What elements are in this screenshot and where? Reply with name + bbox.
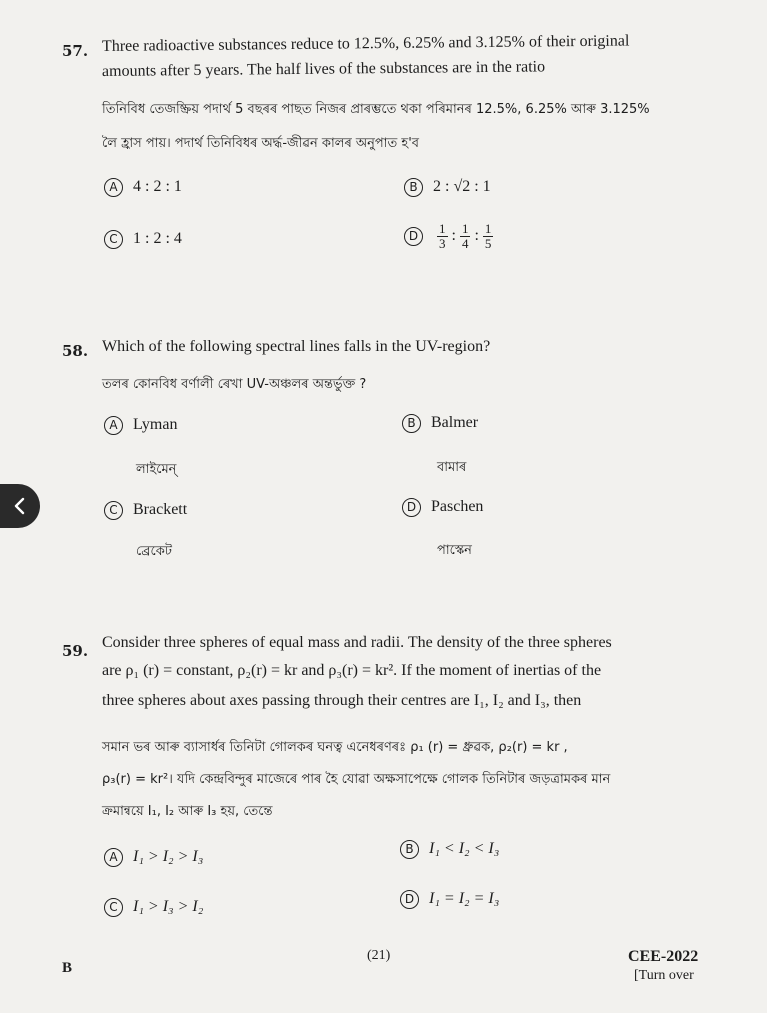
question-59-text-bn-2: ρ₃(r) = kr²। যদি কেন্দ্ৰবিন্দুৰ মাজেৰে পাৰ হৈ যোৱা অক্ষসাপেক্ষে গোলক তিনিটাৰ জড়ত্ৰামকৰ মান [102,772,611,787]
question-59-text-bn-1: সমান ভৰ আৰু ব্যাসাৰ্ধৰ তিনিটা গোলকৰ ঘনত্ব এনেধৰণৰঃ ρ₁ (r) = ধ্ৰুৱক, ρ₂(r) = kr , [102,740,568,755]
q57-option-b[interactable] [404,178,491,197]
q59-option-a[interactable] [104,848,203,867]
option-text: I₁ < I₂ < I₃ [429,840,500,858]
question-57-text-en-2: amounts after 5 years. The half lives of the substances are in the ratio [101,58,546,80]
option-letter-badge: C [104,230,123,249]
question-57-text-bn-2: লৈ হ্ৰাস পায়। পদাৰ্থ তিনিবিধৰ অৰ্দ্ধ-জীৱন কালৰ অনুপাত হ'ব [102,136,420,151]
option-letter-badge: D [400,890,419,909]
option-text: 2 : √2 : 1 [433,178,491,196]
q58-option-c[interactable] [104,501,187,520]
option-text: I₁ = I₂ = I₃ [429,890,500,908]
q58-option-d-bn: পাস্কেন [437,543,472,558]
question-59-number: 59. [62,642,89,660]
option-letter-badge: A [104,416,123,435]
chevron-left-icon [13,497,27,515]
option-letter-badge: C [104,501,123,520]
q58-option-a[interactable] [104,416,177,435]
q59-option-c[interactable] [104,898,203,917]
option-text: I₁ > I₂ > I₃ [133,848,204,866]
q58-option-b[interactable] [402,414,478,433]
question-59-text-bn-3: ক্ৰমান্বয়ে I₁, I₂ আৰু I₃ হয়, তেন্তে [102,804,273,819]
q57-option-c[interactable] [104,230,182,249]
ratio-sep: : [451,227,456,245]
q58-option-c-bn: ব্ৰেকেট [136,544,172,559]
option-letter-badge: B [400,840,419,859]
option-text: Paschen [431,498,484,516]
option-text: Balmer [431,414,479,432]
question-59-text-en-2: are ρ₁ (r) = constant, ρ₂(r) = kr and ρ₃(r) = kr². If the moment of inertias of the [102,662,602,679]
q58-option-a-bn: লাইমেন্ [136,462,177,477]
q57-option-a[interactable] [104,178,182,197]
option-letter-badge: D [402,498,421,517]
option-text: I₁ > I₃ > I₂ [133,898,204,916]
q58-option-d[interactable] [402,498,483,517]
option-letter-badge: D [404,227,423,246]
question-57-text-bn-1: তিনিবিধ তেজষ্ক্রিয় পদাৰ্থ 5 বছৰৰ পাছত নিজৰ প্ৰাৰম্ভতে থকা পৰিমানৰ 12.5%, 6.25% আৰু 3.125% [102,102,650,117]
option-text: 1 : 2 : 4 [133,230,182,248]
q58-option-b-bn: বামাৰ [437,460,467,475]
booklet-series: B [62,960,73,976]
question-59-text-en-1: Consider three spheres of equal mass and radii. The density of the three spheres [102,634,612,651]
question-57-text-en-1: Three radioactive substances reduce to 12.5%, 6.25% and 3.125% of their original [101,32,630,55]
page-number: (21) [367,948,391,963]
option-text: Brackett [133,501,188,519]
fraction-3: $\frac{1}{5}$ [484,221,492,251]
question-57-number: 57. [62,42,89,60]
exam-code: CEE-2022 [628,948,699,965]
question-58-text-bn: তলৰ কোনবিধ বৰ্ণালী ৰেখা UV-অঞ্চলৰ অন্তৰ্ভুক্ত ? [102,377,367,392]
fraction-1: $\frac{1}{3}$ [439,221,446,251]
ratio-sep: : [474,227,479,245]
question-58-number: 58. [62,342,89,360]
turn-over-note: [Turn over [634,968,694,983]
q57-option-d[interactable] [404,222,493,251]
q59-option-d[interactable] [400,890,499,909]
option-letter-badge: A [104,848,123,867]
option-letter-badge: B [404,178,423,197]
q59-option-b[interactable] [400,840,499,859]
back-button[interactable] [0,484,40,528]
option-text: Lyman [133,416,178,434]
option-text: 4 : 2 : 1 [133,178,182,196]
fraction-2: $\frac{1}{4}$ [461,221,469,251]
question-58-text-en: Which of the following spectral lines falls in the UV-region? [102,338,491,355]
question-59-text-en-3: three spheres about axes passing through their centres are I₁, I₂ and I₃, then [102,692,582,709]
option-letter-badge: A [104,178,123,197]
option-letter-badge: C [104,898,123,917]
option-letter-badge: B [402,414,421,433]
